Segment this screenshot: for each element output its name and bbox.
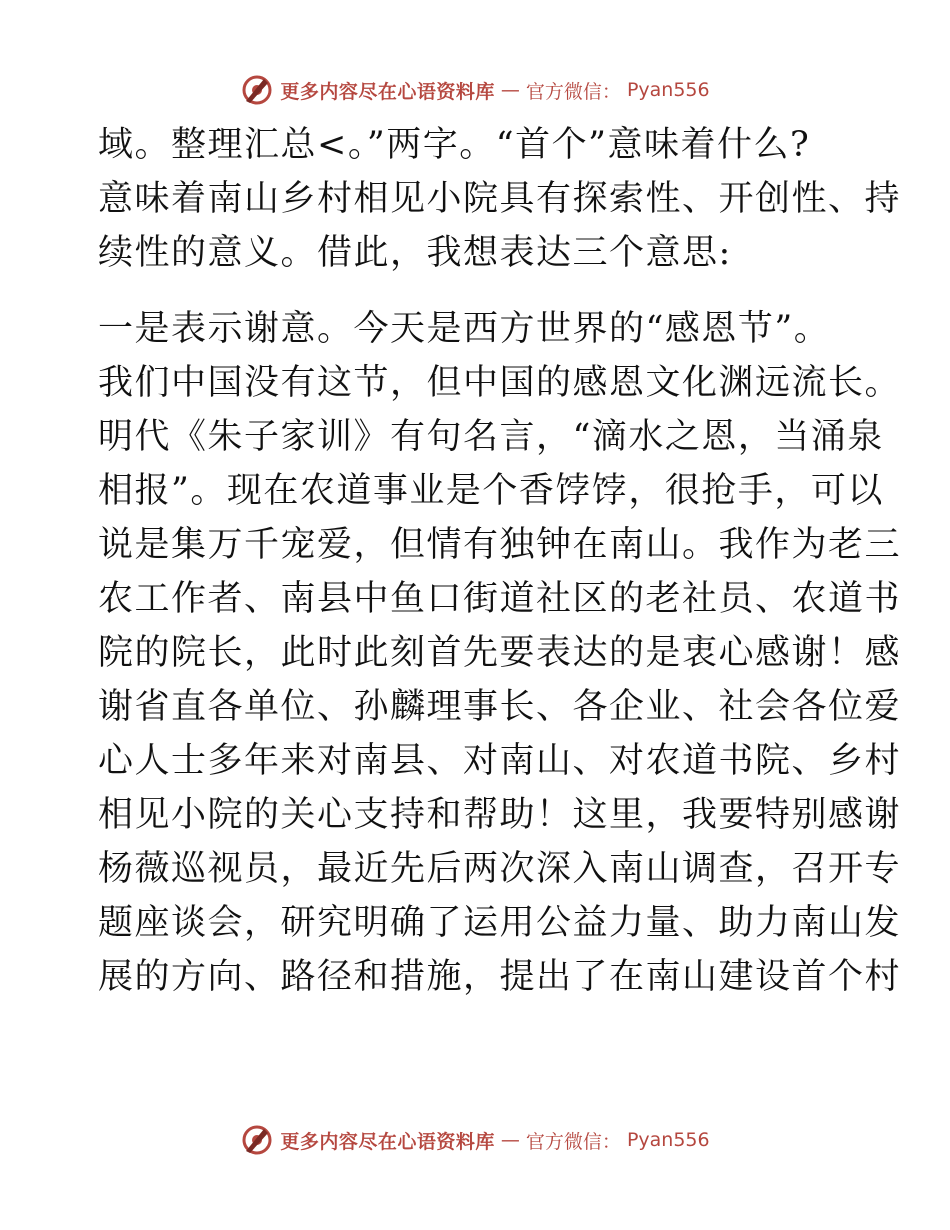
text-line: 域。整理汇总<。”两字。“首个”意味着什么?: [98, 125, 811, 165]
text-line: 相见小院的关心支持和帮助！这里，我要特别感谢: [98, 795, 902, 835]
text-line: 农工作者、南县中鱼口街道社区的老社员、农道书: [98, 579, 902, 619]
footer-brand-text: 更多内容尽在心语资料库: [280, 1130, 495, 1153]
paragraph: [98, 118, 902, 280]
footer-wechat-id: Pyan556: [626, 1129, 710, 1151]
header-wechat-id: Pyan556: [626, 79, 710, 101]
text-line: 相报”。现在农道事业是个香饽饽，很抢手，可以: [98, 471, 884, 511]
text-line: 意味着南山乡村相见小院具有探索性、开创性、持: [98, 179, 902, 219]
document-body: [98, 118, 902, 1004]
header-brand-text: 更多内容尽在心语资料库: [280, 80, 495, 103]
header-wechat-label: 官方微信：: [525, 80, 621, 103]
text-line: 题座谈会，研究明确了运用公益力量、助力南山发: [98, 903, 902, 943]
text-line: 一是表示谢意。今天是西方世界的“感恩节”。: [98, 309, 831, 349]
text-line: 杨薇巡视员，最近先后两次深入南山调查，召开专: [98, 849, 902, 889]
pen-logo-icon: [240, 1123, 274, 1157]
header-banner: [0, 70, 950, 110]
text-line: 展的方向、路径和措施，提出了在南山建设首个村: [98, 957, 902, 997]
text-line: 说是集万千宠爱，但情有独钟在南山。我作为老三: [98, 525, 902, 565]
text-line: 我们中国没有这节，但中国的感恩文化渊远流长。: [98, 363, 902, 403]
text-line: 心人士多年来对南县、对南山、对农道书院、乡村: [98, 741, 902, 781]
text-line: 续性的意义。借此，我想表达三个意思:: [98, 233, 732, 273]
pen-logo-icon: [240, 73, 274, 107]
footer-separator: —: [500, 1129, 520, 1151]
text-line: 谢省直各单位、孙麟理事长、各企业、社会各位爱: [98, 687, 902, 727]
paragraph: [98, 302, 902, 1004]
text-line: 明代《朱子家训》有句名言，“滴水之恩，当涌泉: [98, 417, 884, 457]
footer-banner: [0, 1120, 950, 1160]
footer-wechat-label: 官方微信：: [525, 1130, 621, 1153]
header-separator: —: [500, 79, 520, 101]
text-line: 院的院长，此时此刻首先要表达的是衷心感谢！感: [98, 633, 902, 673]
